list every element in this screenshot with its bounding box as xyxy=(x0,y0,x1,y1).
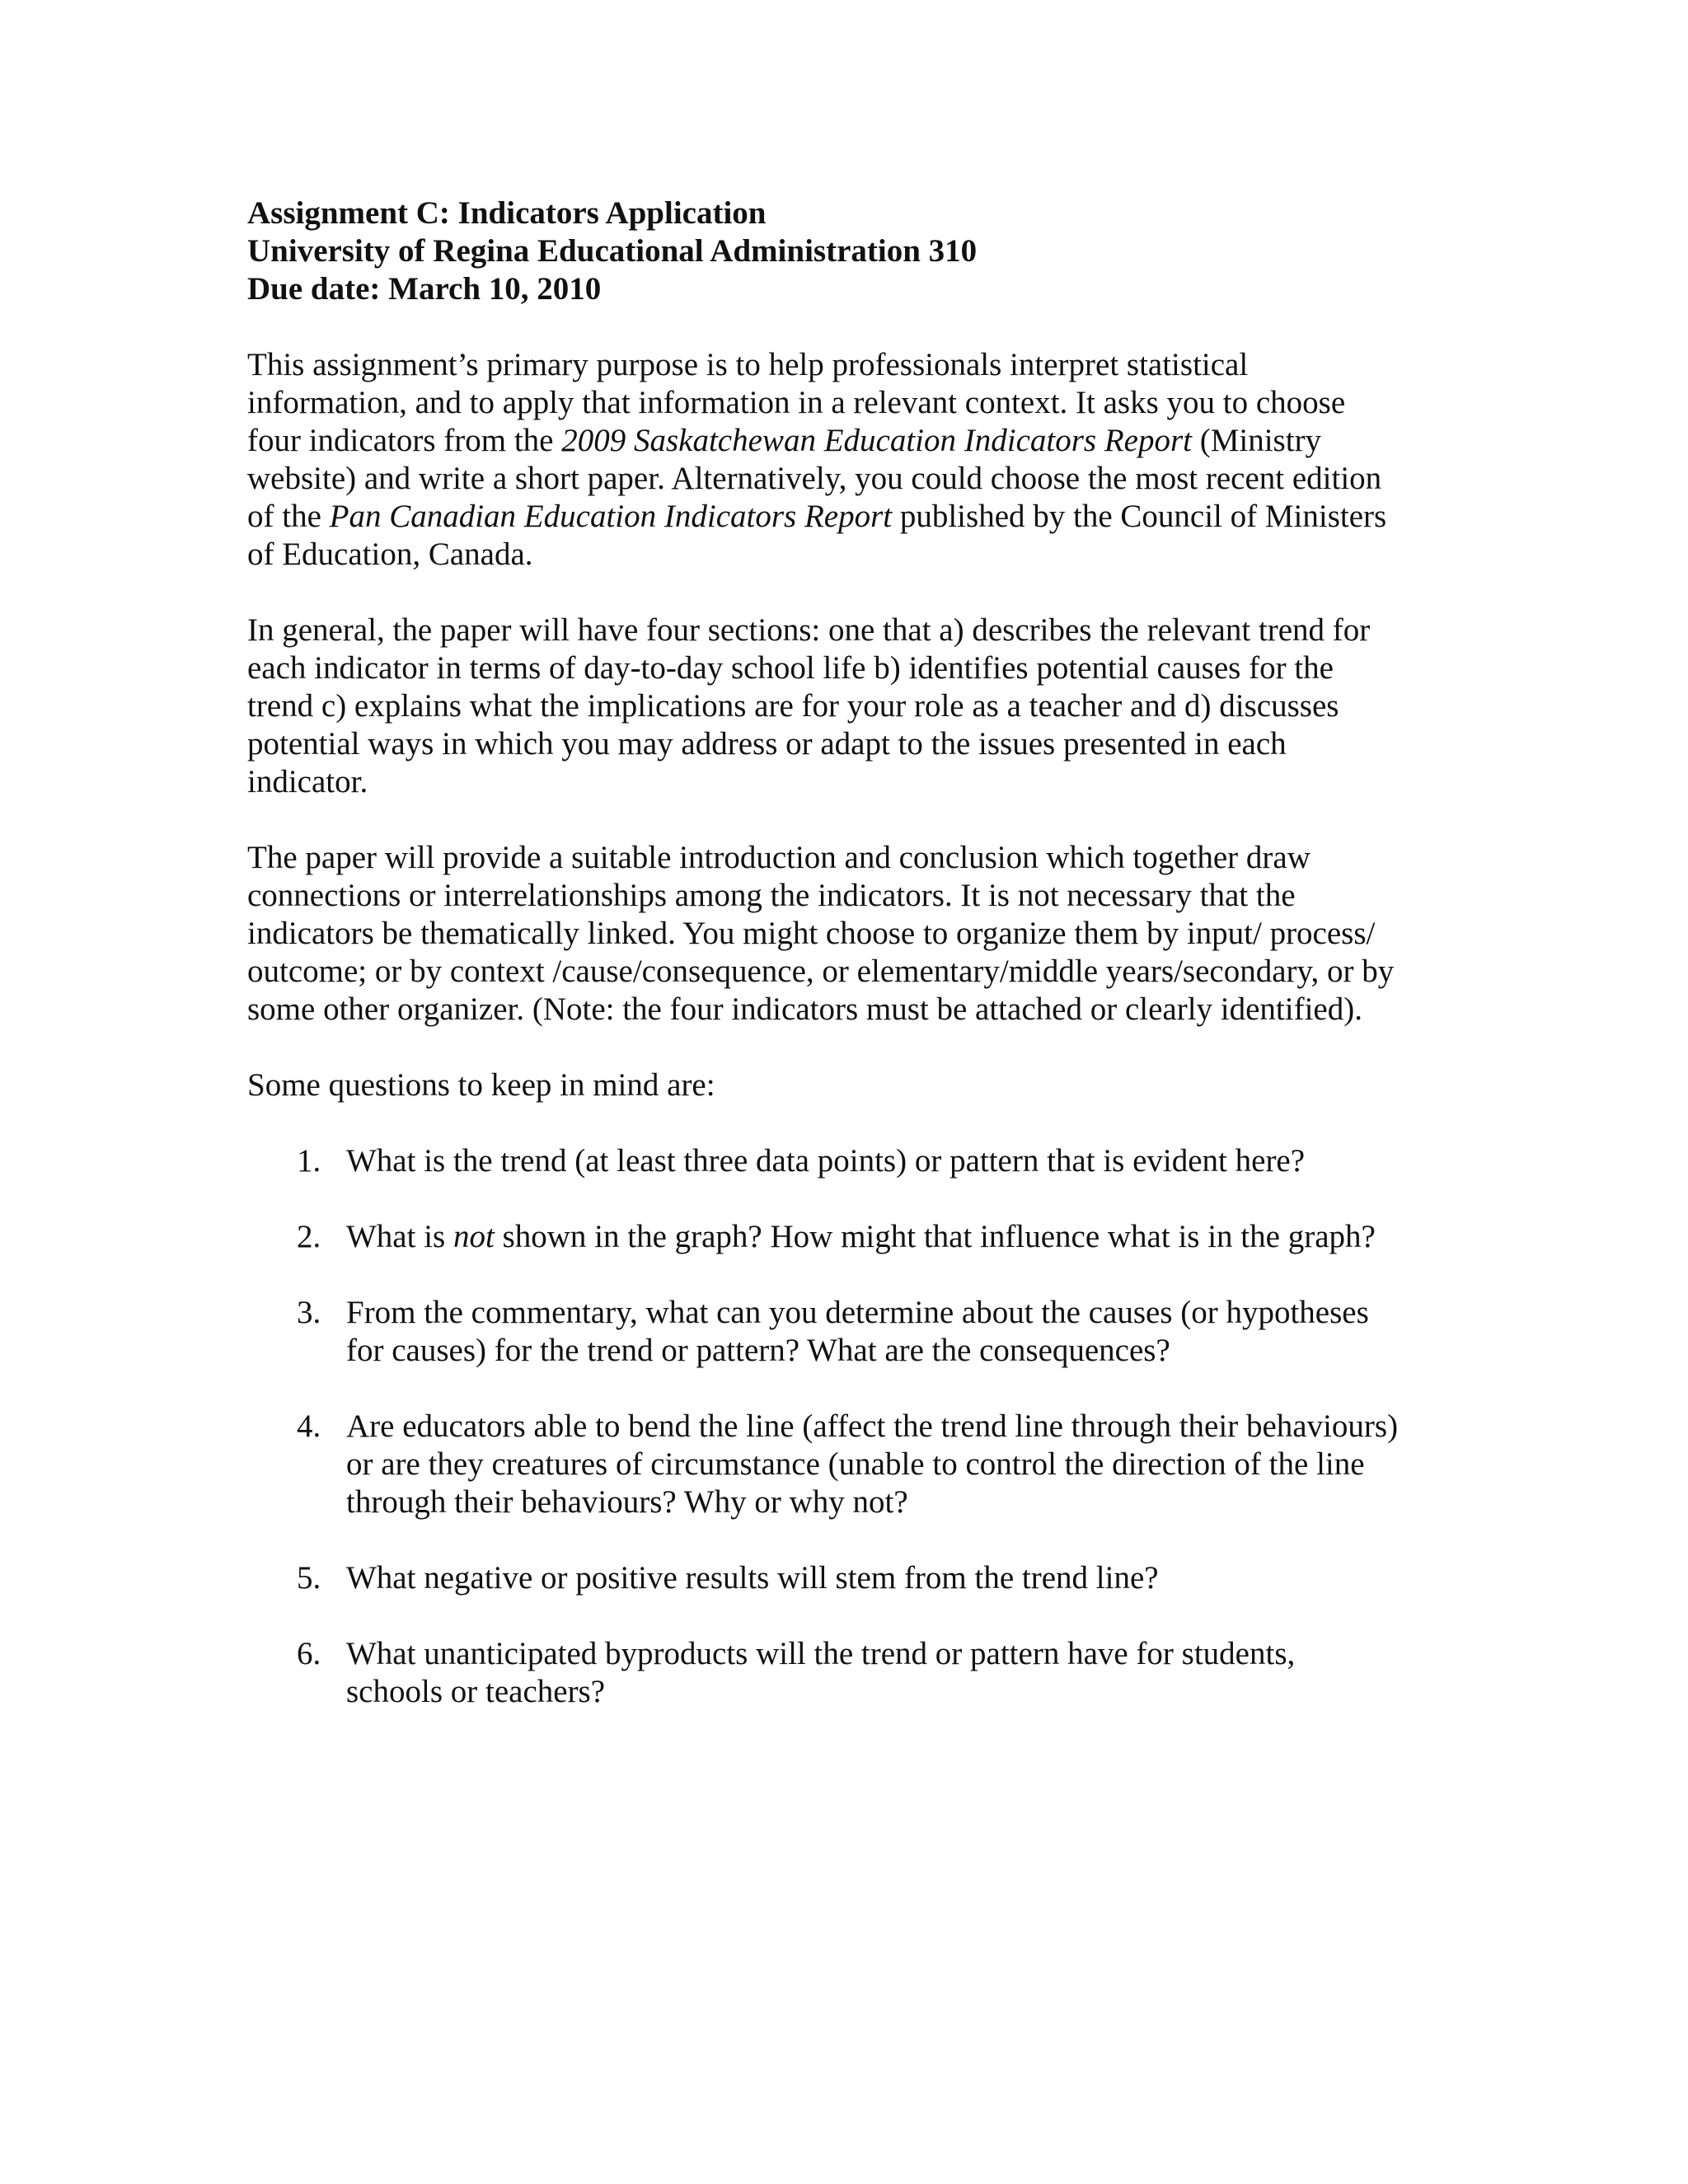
question-text: What unanticipated byproducts will the trend or pattern have for students, xyxy=(346,1636,1296,1671)
question-text: through their behaviours? Why or why not? xyxy=(346,1484,908,1520)
question-item xyxy=(247,1559,1459,1597)
question-text-part: What is xyxy=(346,1219,453,1254)
questions-list xyxy=(247,1142,1459,1711)
intro-conclusion-line: indicators be thematically linked. You might choose to organize them by input/ process/ xyxy=(247,916,1376,951)
intro-line: This assignment’s primary purpose is to help professionals interpret statistical xyxy=(247,347,1249,382)
question-text: for causes) for the trend or pattern? What are the consequences? xyxy=(346,1333,1170,1368)
document-body xyxy=(247,194,1459,1749)
intro-conclusion-line: connections or interrelationships among the indicators. It is not necessary that the xyxy=(247,878,1296,913)
question-number: 2. xyxy=(297,1219,321,1254)
sections-line: trend c) explains what the implications are for your role as a teacher and d) discusses xyxy=(247,688,1339,724)
question-number: 5. xyxy=(297,1560,321,1596)
sections-paragraph xyxy=(247,612,1459,801)
sections-line: In general, the paper will have four sections: one that a) describes the relevant trend for xyxy=(247,612,1371,648)
question-item xyxy=(247,1408,1459,1521)
question-item xyxy=(247,1635,1459,1711)
sections-line: potential ways in which you may address or adapt to the issues presented in each xyxy=(247,726,1287,762)
intro-line: information, and to apply that information in a relevant context. It asks you to choose xyxy=(247,385,1346,420)
question-text: or are they creatures of circumstance (unable to control the direction of the line xyxy=(346,1446,1365,1482)
intro-line: website) and write a short paper. Alternatively, you could choose the most recent edition xyxy=(247,461,1382,496)
question-item xyxy=(247,1218,1459,1256)
intro-text: published by the Council of Ministers xyxy=(892,499,1387,534)
sections-line: each indicator in terms of day-to-day school life b) identifies potential causes for the xyxy=(247,650,1334,686)
question-text xyxy=(346,1218,1459,1256)
question-text-part: shown in the graph? How might that influence what is in the graph? xyxy=(494,1219,1376,1254)
intro-text: of the xyxy=(247,499,330,534)
question-text: What is the trend (at least three data points) or pattern that is evident here? xyxy=(346,1143,1306,1179)
intro-text: four indicators from the xyxy=(247,423,562,458)
question-number: 4. xyxy=(297,1408,321,1444)
question-item xyxy=(247,1294,1459,1370)
emphasis-not: not xyxy=(452,1219,495,1254)
intro-paragraph xyxy=(247,346,1459,574)
intro-conclusion-line: The paper will provide a suitable introduction and conclusion which together draw xyxy=(247,840,1311,875)
question-number: 3. xyxy=(297,1295,321,1330)
due-date: Due date: March 10, 2010 xyxy=(247,271,602,307)
question-item xyxy=(247,1142,1459,1180)
question-number: 1. xyxy=(297,1143,321,1179)
sections-line: indicator. xyxy=(247,764,368,799)
report-title-pan-canadian: Pan Canadian Education Indicators Report xyxy=(329,499,893,534)
assignment-title: Assignment C: Indicators Application xyxy=(247,195,767,231)
assignment-header xyxy=(247,194,1459,308)
questions-intro: Some questions to keep in mind are: xyxy=(247,1067,715,1103)
course-name: University of Regina Educational Administration 310 xyxy=(247,233,978,269)
question-text: What negative or positive results will stem from the trend line? xyxy=(346,1560,1159,1596)
report-title-saskatchewan: 2009 Saskatchewan Education Indicators Report xyxy=(561,423,1192,458)
intro-line: of Education, Canada. xyxy=(247,537,533,572)
question-number: 6. xyxy=(297,1636,321,1671)
intro-conclusion-paragraph xyxy=(247,839,1459,1029)
question-text: Are educators able to bend the line (affect the trend line through their behaviours) xyxy=(346,1408,1399,1444)
intro-text: (Ministry xyxy=(1191,423,1322,458)
intro-conclusion-line: some other organizer. (Note: the four indicators must be attached or clearly identified). xyxy=(247,991,1362,1027)
intro-line xyxy=(247,422,1459,460)
question-text: schools or teachers? xyxy=(346,1674,606,1709)
intro-conclusion-line: outcome; or by context /cause/consequence, or elementary/middle years/secondary, or by xyxy=(247,954,1395,989)
question-text: From the commentary, what can you determine about the causes (or hypotheses xyxy=(346,1295,1369,1330)
intro-line xyxy=(247,498,1459,536)
